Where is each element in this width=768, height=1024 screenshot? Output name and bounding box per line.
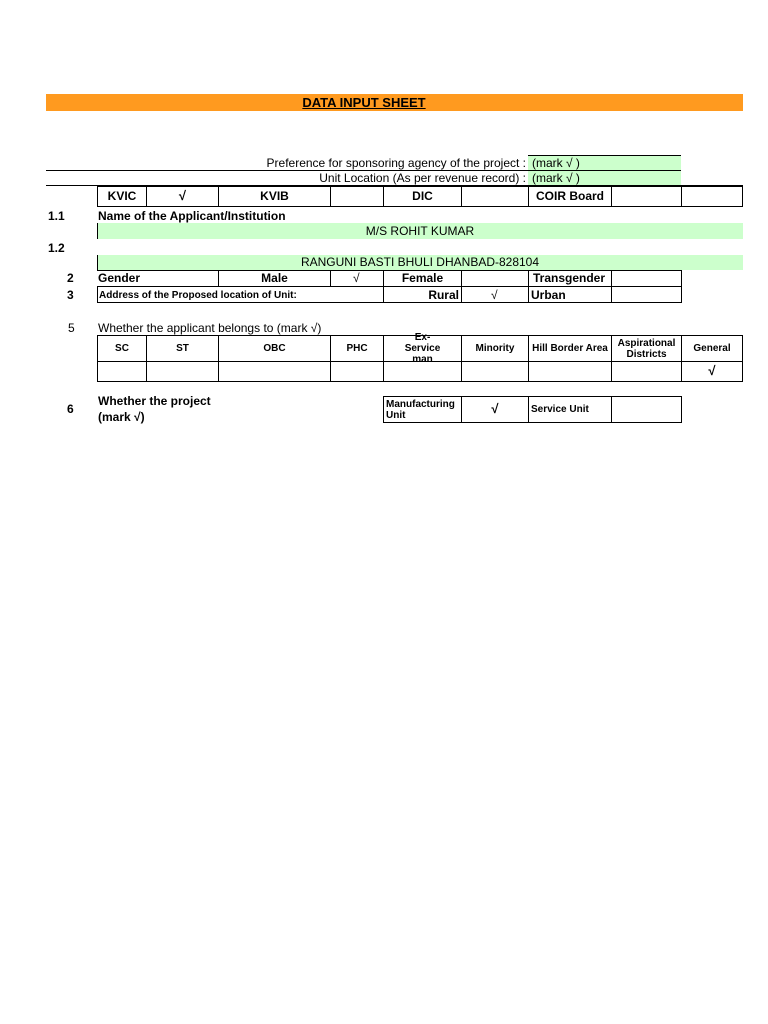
location-rural: Rural [428,288,459,302]
category-aspirational-check[interactable] [611,361,682,382]
address-divider [383,286,384,303]
gender-transgender: Transgender [533,271,606,285]
address-divider [461,286,462,303]
project-manufacturing-check[interactable]: √ [461,396,529,423]
category-general-check[interactable]: √ [681,361,743,382]
q6-label-line1: Whether the project [98,394,211,408]
gender-divider [611,270,612,287]
category-header-phc: PHC [330,335,384,362]
category-sc-check[interactable] [97,361,147,382]
category-header-aspirational: Aspirational Districts [611,335,682,362]
agency-coir-check[interactable] [611,186,682,207]
agency-kvib-check[interactable] [330,186,384,207]
category-obc-check[interactable] [218,361,331,382]
category-header-general: General [681,335,743,362]
address-location-label: Address of the Proposed location of Unit: [99,290,297,301]
agency-kvib: KVIB [218,186,331,207]
category-header-hill-border: Hill Border Area [528,335,612,362]
agency-dic-check[interactable] [461,186,529,207]
q2-number: 2 [67,271,74,285]
location-label: Unit Location (As per revenue record) : [319,171,526,185]
q6-label-line2: (mark √) [98,410,145,424]
category-header-minority: Minority [461,335,529,362]
gender-male-check[interactable]: √ [353,271,360,285]
category-header-obc: OBC [218,335,331,362]
address-divider [611,286,612,303]
category-ex-service-check[interactable] [383,361,462,382]
q3-number: 3 [67,288,74,302]
location-mark: (mark √ ) [532,171,580,185]
agency-kvic: KVIC [97,186,147,207]
page-title: DATA INPUT SHEET [302,95,426,110]
applicant-name-value: M/S ROHIT KUMAR [365,224,475,238]
project-service-check[interactable] [611,396,682,423]
q1-2-number: 1.2 [48,241,65,255]
preference-mark: (mark √ ) [532,156,580,170]
agency-coir: COIR Board [528,186,612,207]
category-phc-check[interactable] [330,361,384,382]
project-service: Service Unit [528,396,612,423]
category-minority-check[interactable] [461,361,529,382]
gender-male: Male [218,270,331,287]
address-divider [528,286,529,303]
agency-kvic-check[interactable]: √ [146,186,219,207]
category-header-st: ST [146,335,219,362]
category-header-ex-service: Ex- Service man [383,335,462,362]
address-value: RANGUNI BASTI BHULI DHANBAD-828104 [300,255,540,269]
location-urban: Urban [531,288,566,302]
agency-extra-cell [681,186,743,207]
category-header-sc: SC [97,335,147,362]
q6-number: 6 [67,402,74,416]
q5-number: 5 [68,321,75,335]
project-manufacturing: Manufacturing Unit [383,396,462,423]
q5-label: Whether the applicant belongs to (mark √) [98,321,322,335]
gender-label: Gender [98,271,141,285]
q1-1-label: Name of the Applicant/Institution [98,209,286,223]
preference-label: Preference for sponsoring agency of the project : [266,156,526,170]
gender-female-check[interactable] [461,270,529,287]
gender-female: Female [383,270,462,287]
location-rural-check[interactable]: √ [491,288,498,302]
category-st-check[interactable] [146,361,219,382]
agency-dic: DIC [383,186,462,207]
category-hill-border-check[interactable] [528,361,612,382]
q1-1-number: 1.1 [48,209,65,223]
